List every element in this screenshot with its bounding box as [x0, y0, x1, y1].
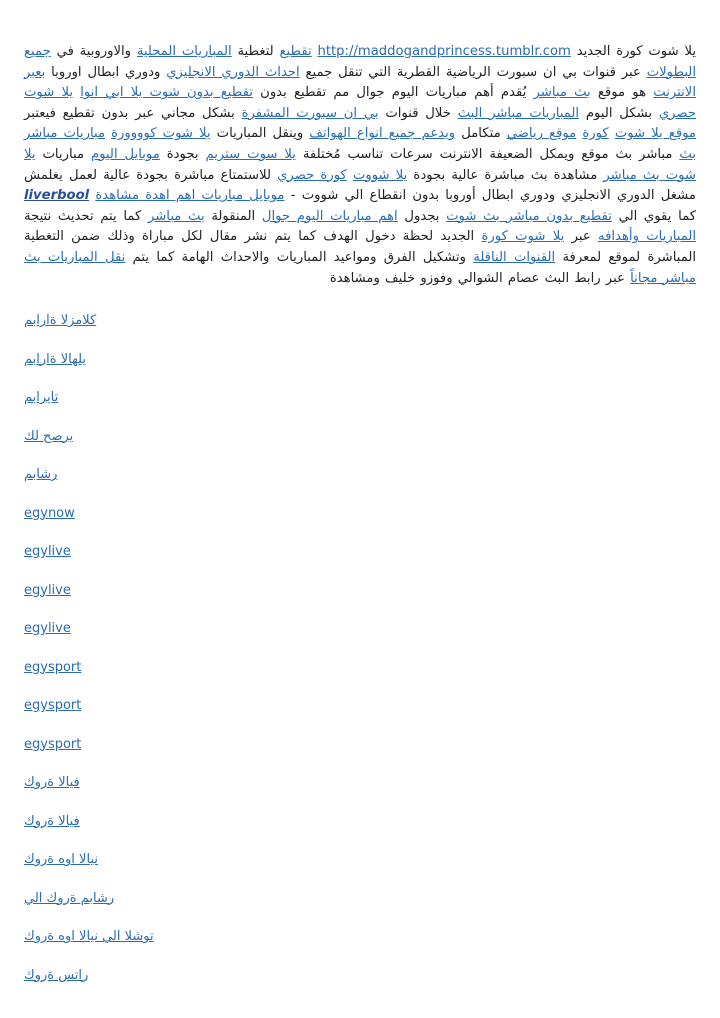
article-link[interactable]: تقطيع بدون مباشر بث شوت [446, 208, 612, 224]
list-item [24, 769, 696, 808]
article-text: خلال قنوات [378, 105, 458, 121]
list-link[interactable]: نيالا اوه ةروك [24, 852, 98, 868]
article-text: وينقل المباريات [210, 126, 310, 142]
list-item [24, 885, 696, 924]
article-text: عبر قنوات بي ان سبورت الرياضية القطرية التي تنقل جميع [299, 64, 647, 80]
article-link[interactable]: جميع البطولات [24, 44, 696, 80]
article-link[interactable]: تقطيع بدون شوت يلا ابي انوا [80, 85, 253, 101]
article-text: بجدول [397, 208, 447, 224]
list-link[interactable]: رشابم [24, 467, 58, 483]
article-link[interactable]: المباريات المحلية [136, 44, 232, 59]
article-link[interactable]: بث مباشر [147, 208, 205, 224]
article-text: بشكل مجاني عبر بدون تقطيع فيعتبر [24, 105, 242, 121]
article-text: الجديد لحظة دخول الهدف كما يتم نشر مقال لكل مباراة وذلك ضمن التغطية المباشرة لموقع لمعرفة [24, 229, 697, 265]
list-link[interactable]: egylive [24, 582, 71, 598]
list-item [24, 654, 696, 693]
list-link[interactable]: فيالا ةروك [24, 813, 80, 829]
article-text: والاوروبية في [50, 44, 137, 59]
article-link[interactable]: بث مباشر [533, 85, 591, 101]
article-link[interactable]: موبايل اليوم [90, 146, 160, 162]
article-link[interactable]: المباريات مباشر البث [457, 105, 580, 121]
article-link[interactable]: يلا سوت ستريم [205, 146, 296, 162]
article-link[interactable]: تقطيع [279, 44, 312, 59]
article-link[interactable]: liverbool [24, 188, 90, 204]
list-item [24, 731, 696, 770]
article-link[interactable]: يلا شووت [352, 167, 408, 183]
article-text: عبر رابط البث عصام الشوالي وفوزو خليف ومشاهدة [329, 270, 631, 286]
article-text: المنقولة [204, 208, 262, 224]
list-link[interactable]: يرصح لك [24, 428, 74, 444]
article-text: بجودة [159, 146, 206, 162]
article-link[interactable]: نقل المباريات بث مباشر مجاناً [24, 249, 696, 286]
article-text: ودوري ابطال اوروبا [45, 64, 167, 80]
article-link[interactable]: موقع يلا شوت [614, 126, 696, 142]
list-item [24, 577, 696, 616]
list-link[interactable]: egysport [24, 698, 82, 714]
article-text: مباشر بث موقع ويمكل الضعيفة الانترنت سرعات تناسب مُختلفة [295, 146, 680, 162]
article-text: وتشكيل الفرق ومواعيد المباريات والاحداث الهامة كما يتم [125, 249, 474, 265]
article-text: كما يتم تحديث نتيجة [24, 208, 148, 224]
list-link[interactable]: egysport [24, 736, 82, 752]
article-link[interactable]: يلا شوت حصري [24, 85, 697, 121]
list-item [24, 384, 696, 423]
article-link[interactable]: القنوات الناقلة [473, 249, 556, 265]
article-link[interactable]: http://maddogandprincess.tumblr.com [317, 44, 571, 59]
article-text: بشكل اليوم [579, 105, 659, 121]
link-list [24, 307, 696, 1000]
list-item [24, 808, 696, 847]
article-link[interactable]: بي ان سبورت المشفرة [241, 105, 379, 121]
list-item [24, 923, 696, 962]
article-link[interactable]: كورة [582, 126, 609, 142]
article-link[interactable]: المباريات وأهدافه [598, 229, 697, 245]
article-text: للاستمتاع مباشرة بجودة عالية لعمل يغلمش مشغل الدوري الانجليزي ودوري ابطال أوروبا بدون انقطاع الي شووت - [24, 167, 696, 204]
article-link[interactable]: مباريات مباشر بث [24, 126, 697, 162]
article-link[interactable]: احداث الدوري الانجليزي [166, 64, 300, 80]
list-item [24, 423, 696, 462]
list-item [24, 692, 696, 731]
article-link[interactable]: كورة حصري [277, 167, 347, 183]
list-item [24, 346, 696, 385]
list-item [24, 461, 696, 500]
list-link[interactable]: تايرابم [24, 390, 59, 406]
list-link[interactable]: رشابم ةروك الي [24, 890, 115, 906]
article-text: متكامل [455, 126, 507, 142]
list-item [24, 538, 696, 577]
article-text: عبر [564, 229, 598, 245]
list-item [24, 307, 696, 346]
list-link[interactable]: egylive [24, 544, 71, 560]
article-link[interactable]: بعبر الانترنت [24, 64, 696, 101]
article-link[interactable]: يلا شوت بث مباشر [24, 146, 696, 183]
article-link[interactable]: يلا شوت كوووورة [111, 126, 211, 142]
list-link[interactable]: egylive [24, 621, 71, 637]
list-link[interactable]: يلهالا ةارابم [24, 351, 87, 367]
article-text: لتغطية [231, 44, 280, 59]
article-link[interactable]: اهم مباريات اليوم جوال [261, 208, 398, 224]
article-text: مشاهدة بث مباشرة عالية بجودة [407, 167, 604, 183]
article-text: كما يقوي الي [611, 208, 696, 224]
article-text: يُقدم أهم مباريات اليوم جوال مم تقطيع بدون [252, 85, 534, 101]
list-link[interactable]: egysport [24, 659, 82, 675]
list-link[interactable]: كلامزلا ةارابم [24, 313, 97, 329]
list-link[interactable]: راتس ةروك [24, 967, 89, 983]
article-link[interactable]: ويدعم جميع انواع الهواتف [309, 126, 456, 142]
article-link[interactable]: موقع رياضي [506, 126, 577, 142]
article-link[interactable]: يلا شوت كورة [481, 229, 565, 245]
article-text: مباريات [35, 146, 91, 162]
list-link[interactable]: توشلا الي نيالا اوه ةروك [24, 929, 154, 945]
article-paragraph [24, 42, 696, 289]
article-text: هو موقع [590, 85, 654, 101]
article-text: يلا شوت كورة الجديد [570, 44, 696, 59]
list-item [24, 962, 696, 1001]
list-item [24, 615, 696, 654]
list-link[interactable]: egynow [24, 505, 75, 521]
list-item [24, 500, 696, 539]
article-link[interactable]: موبايل مباريات اهم اهدة مشاهدة [95, 188, 285, 204]
list-item [24, 846, 696, 885]
list-link[interactable]: فيالا ةروك [24, 775, 80, 791]
